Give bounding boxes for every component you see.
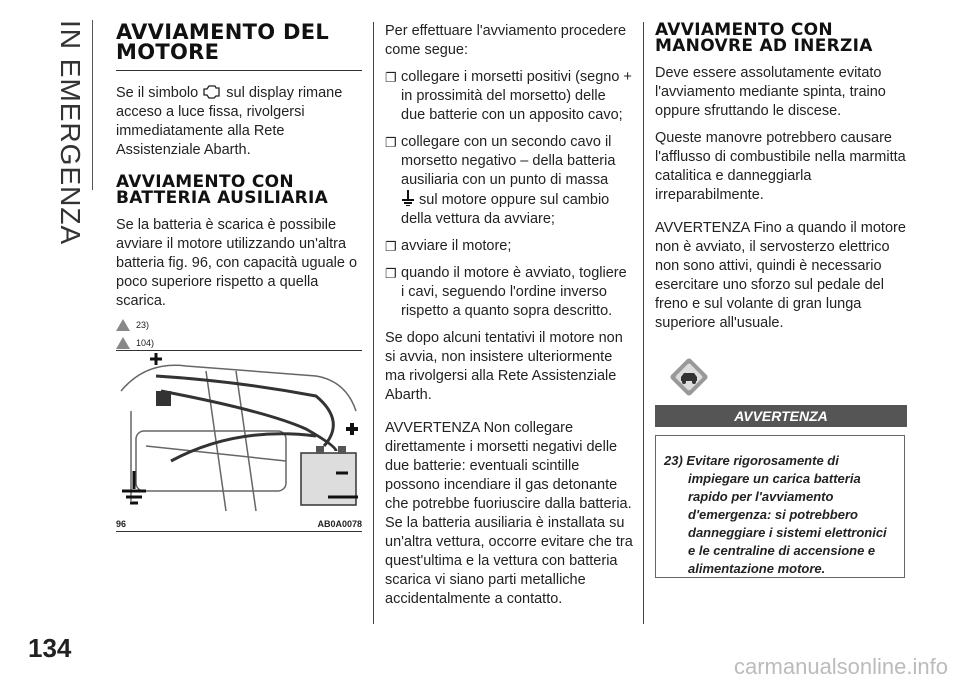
list-item-text-end: sul motore oppure sul cambio della vettura da avviare; xyxy=(401,192,610,227)
list-item xyxy=(385,68,633,125)
paragraph-evitato: Deve essere assolutamente evitato l'avviamento mediante spinta, traino oppure sfruttando le discese. xyxy=(655,65,886,119)
engine-failure-icon xyxy=(202,83,222,99)
checkbox-bullet-icon: ❐ xyxy=(385,239,397,254)
paragraph-symbol-end: sul display rimane acceso a luce fissa, rivolgersi immediatamente alla Rete Assistenziale Abarth. xyxy=(116,85,343,158)
column-3 xyxy=(655,22,907,341)
list-item-text xyxy=(401,190,633,229)
title-manovre-inerzia: AVVIAMENTO CON MANOVRE AD INERZIA xyxy=(655,20,873,56)
watermark: carmanualsonline.info xyxy=(733,654,948,679)
note-ref-104-label: 104) xyxy=(136,338,155,348)
title-batteria-ausiliaria: AVVIAMENTO CON BATTERIA AUSILIARIA xyxy=(116,172,329,208)
warning-box xyxy=(655,435,905,578)
ground-icon xyxy=(122,471,146,503)
list-item xyxy=(385,133,633,190)
checkbox-bullet-icon: ❐ xyxy=(385,70,397,85)
page-number: 134 xyxy=(28,633,72,663)
title-avviamento-motore: AVVIAMENTO DEL MOTORE xyxy=(116,22,362,71)
checkbox-bullet-icon: ❐ xyxy=(385,266,397,281)
list-item-text: collegare con un secondo cavo il morsetto negativo – della batteria ausiliaria con un punto di massa xyxy=(401,134,616,188)
paragraph-servosterzo: AVVERTENZA Fino a quando il motore non è avviato, il servosterzo elettrico non sono attivi, quindi è necessario esercitare uno sforzo sul pedale del freno e sul volante di gran lunga superiore all'usuale. xyxy=(655,220,906,331)
figure-code: AB0A0078 xyxy=(317,519,362,529)
ground-icon xyxy=(401,190,415,206)
warning-header: AVVERTENZA xyxy=(655,405,907,427)
paragraph-intro: Per effettuare l'avviamento procedere come segue: xyxy=(385,23,627,58)
paragraph-after: Se dopo alcuni tentativi il motore non si avvia, non insistere ulteriormente ma rivolgersi alla Rete Assistenziale Abarth. xyxy=(385,330,623,403)
figure-96 xyxy=(116,350,362,532)
warning-note-23: 23) Evitare rigorosamente di impiegare un carica batteria rapido per l'avviamento d'emergenza: si potrebbero danneggiare i sistemi elettronici e le centraline di accensione e alimentazione motore. xyxy=(664,453,887,576)
list-item-text: quando il motore è avviato, togliere i cavi, seguendo l'ordine inverso rispetto a quanto sopra descritto. xyxy=(401,265,627,319)
warning-triangle-icon xyxy=(116,337,130,349)
paragraph-manovre: Queste manovre potrebbero causare l'afflusso di combustibile nella marmitta catalitica e danneggiarla irreparabilmente. xyxy=(655,130,906,203)
note-ref-23[interactable] xyxy=(116,319,362,331)
column-1 xyxy=(116,22,362,355)
column-2 xyxy=(385,22,633,617)
figure-number: 96 xyxy=(116,519,127,529)
list-item-text: avviare il motore; xyxy=(401,238,512,254)
note-ref-104[interactable] xyxy=(116,337,362,349)
checkbox-bullet-icon: ❐ xyxy=(385,135,397,150)
warning-triangle-icon xyxy=(116,319,130,331)
column-divider-1 xyxy=(373,22,374,624)
paragraph-symbol xyxy=(116,83,362,160)
list-item xyxy=(385,264,633,321)
paragraph-avvertenza: AVVERTENZA Non collegare direttamente i morsetti negativi delle due batterie: eventuali scintille possono incendiare il gas detonante che potrebbe fuoriuscire dalla batteria. Se la batteria ausiliaria è installata su un'altra vettura, occorre evitare che tra quest'ultima e la vettura con batteria scarica vi siano parti metalliche accidentalmente a contatto. xyxy=(385,420,633,607)
list-item-continued xyxy=(385,190,633,229)
jump-start-illustration xyxy=(116,351,362,517)
side-divider xyxy=(92,20,93,190)
plus-sign-icon xyxy=(346,423,358,435)
section-label: IN EMERGENZA xyxy=(55,20,86,246)
list-item-text: collegare i morsetti positivi (segno + in prossimità del morsetto) delle due batterie con un apposito cavo; xyxy=(401,69,632,123)
bullet-spacer xyxy=(385,190,401,229)
column-divider-2 xyxy=(643,22,644,624)
section-side-tab xyxy=(28,20,88,246)
list-item xyxy=(385,237,633,256)
paragraph-symbol-start: Se il simbolo xyxy=(116,85,199,101)
paragraph-batteria: Se la batteria è scarica è possibile avviare il motore utilizzando un'altra batteria fig. 96, con capacità uguale o poco superiore rispetto a quella scarica. xyxy=(116,217,358,309)
car-warning-icon xyxy=(667,355,711,399)
note-ref-23-label: 23) xyxy=(136,320,150,330)
